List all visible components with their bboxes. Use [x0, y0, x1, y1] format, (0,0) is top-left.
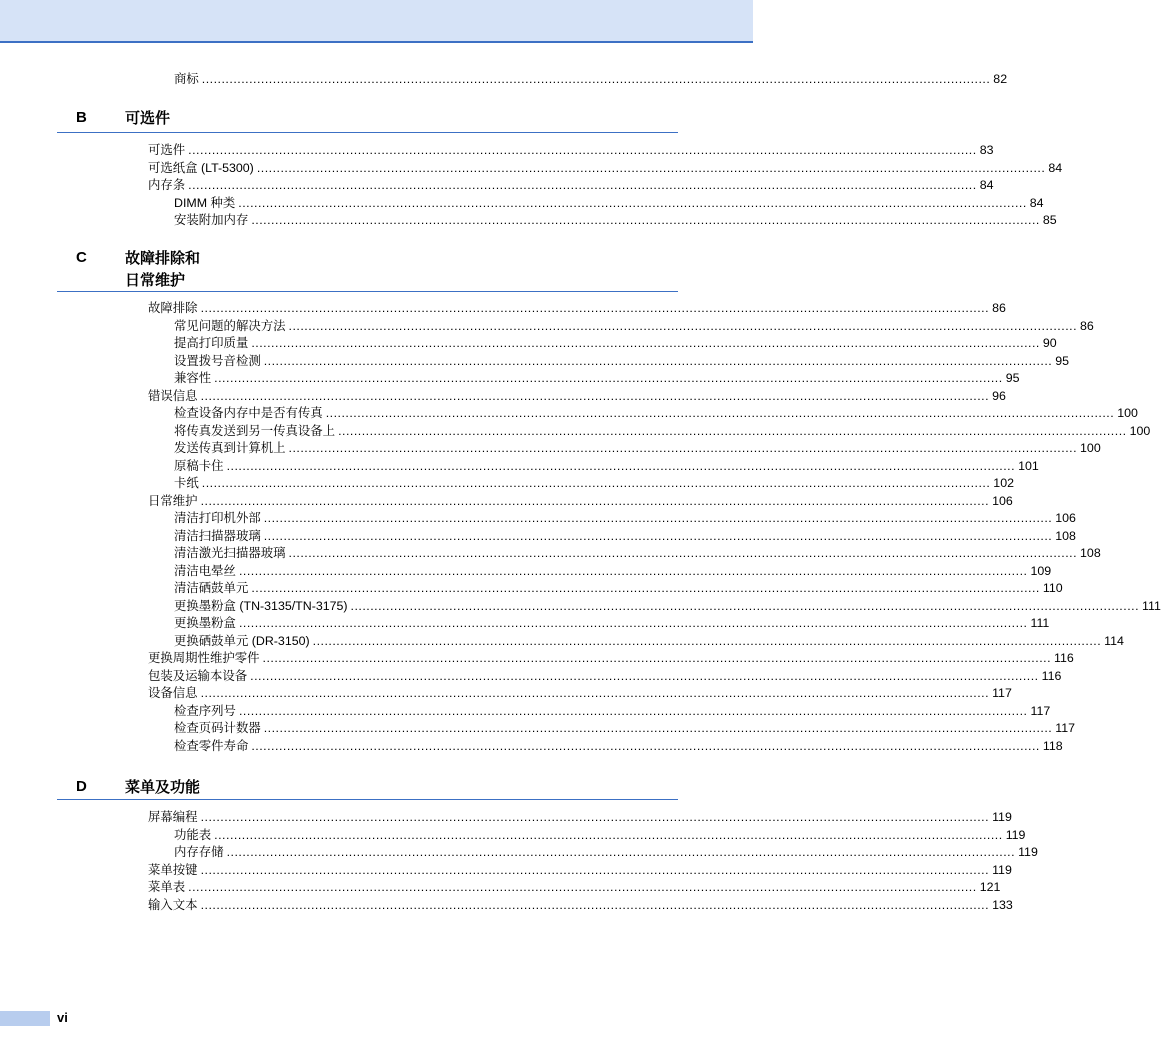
toc-page-number: 117 — [992, 686, 1012, 700]
toc-entry-title: 包装及运输本设备 — [148, 668, 248, 683]
toc-page-number: 119 — [1005, 827, 1026, 842]
dot-leader: ........................................................................................................................................................................................................ — [226, 458, 1016, 473]
toc-entry-title: 检查序列号 — [174, 703, 236, 718]
toc-page-number: 116 — [1041, 668, 1062, 683]
toc-subentry[interactable] — [174, 352, 1070, 370]
toc-page-number: 114 — [1104, 633, 1124, 648]
toc-page-number: 95 — [1055, 353, 1070, 368]
toc-entry-title: 设备信息 — [148, 686, 198, 700]
toc-subentry[interactable] — [174, 597, 1161, 615]
dot-leader: ........................................................................................................................................................................................................ — [188, 880, 977, 894]
section-title[interactable] — [125, 248, 200, 292]
section-title[interactable] — [125, 108, 170, 130]
toc-entry[interactable] — [148, 176, 994, 194]
toc-entry-title: 发送传真到计算机上 — [174, 441, 286, 455]
toc-entry[interactable] — [148, 141, 994, 159]
toc-entry-title: 检查页码计数器 — [174, 721, 261, 735]
dot-leader: ........................................................................................................................................................................................................ — [263, 528, 1053, 543]
toc-entry[interactable] — [148, 684, 1012, 702]
toc-entry-title: 商标 — [174, 72, 199, 86]
toc-subentry[interactable] — [174, 474, 1014, 492]
toc-page-number: 84 — [1029, 195, 1044, 210]
toc-entry-title: 故障排除 — [148, 301, 198, 315]
section-letter: C — [76, 249, 87, 266]
dot-leader: ........................................................................................................................................................................................................ — [250, 668, 1039, 683]
toc-page-number: 85 — [1042, 213, 1057, 227]
toc-entry-title: 兼容性 — [174, 371, 212, 385]
toc-subentry[interactable] — [174, 334, 1057, 352]
toc-page-number: 84 — [1048, 160, 1063, 175]
dot-leader: ........................................................................................................................................................................................................ — [325, 406, 1115, 420]
toc-entry-title: 输入文本 — [148, 897, 198, 912]
toc-page-number: 111 — [1142, 598, 1161, 613]
toc-entry[interactable] — [148, 159, 1063, 177]
toc-page-number: 82 — [993, 72, 1008, 86]
dot-leader: ........................................................................................................................................................................................................ — [288, 441, 1078, 455]
dot-leader: ........................................................................................................................................................................................................ — [350, 598, 1140, 613]
toc-entry-title: 清洁扫描器玻璃 — [174, 528, 261, 543]
section-title-line: 可选件 — [125, 110, 171, 127]
toc-subentry[interactable] — [174, 737, 1063, 755]
toc-entry-title: 常见问题的解决方法 — [174, 318, 286, 333]
toc-page-number: 111 — [1030, 616, 1050, 630]
toc-subentry[interactable] — [174, 544, 1101, 562]
section-title[interactable] — [125, 777, 200, 799]
toc-entry-title: 清洁硒鼓单元 — [174, 581, 249, 595]
dot-leader: ........................................................................................................................................................................................................ — [338, 423, 1127, 438]
toc-page-number: 119 — [1018, 845, 1038, 859]
toc-subentry[interactable] — [174, 404, 1138, 422]
toc-page-number: 101 — [1018, 458, 1039, 473]
dot-leader: ........................................................................................................................................................................................................ — [251, 213, 1040, 227]
toc-page-number: 109 — [1030, 563, 1052, 578]
dot-leader: ........................................................................................................................................................................................................ — [238, 563, 1028, 578]
dot-leader: ........................................................................................................................................................................................................ — [200, 810, 990, 824]
dot-leader: ........................................................................................................................................................................................................ — [200, 686, 990, 700]
dot-leader: ........................................................................................................................................................................................................ — [238, 616, 1028, 630]
dot-leader: ........................................................................................................................................................................................................ — [200, 897, 990, 912]
section-letter: B — [76, 109, 87, 126]
dot-leader: ........................................................................................................................................................................................................ — [288, 318, 1078, 333]
toc-entry-title: 菜单按键 — [148, 862, 198, 877]
toc-entry-title: 可选件 — [148, 143, 186, 157]
dot-leader: ........................................................................................................................................................................................................ — [188, 143, 977, 157]
dot-leader: ........................................................................................................................................................................................................ — [200, 862, 990, 877]
dot-leader: ........................................................................................................................................................................................................ — [251, 336, 1040, 350]
toc-entry-title: 原稿卡住 — [174, 458, 224, 473]
toc-entry[interactable] — [174, 70, 1008, 88]
toc-page-number: 133 — [992, 897, 1013, 912]
toc-page-number: 100 — [1117, 406, 1138, 420]
toc-page-number: 86 — [992, 301, 1006, 315]
toc-subentry[interactable] — [174, 614, 1050, 632]
toc-page-number: 108 — [1055, 528, 1076, 543]
toc-entry-title: 菜单表 — [148, 880, 186, 894]
toc-page-number: 86 — [1080, 318, 1094, 333]
toc-entry-title: 卡纸 — [174, 476, 199, 490]
dot-leader: ........................................................................................................................................................................................................ — [200, 493, 990, 508]
toc-page-number: 118 — [1042, 738, 1063, 753]
toc-page-number: 100 — [1080, 441, 1101, 455]
toc-entry-title: 设置拨号音检测 — [174, 353, 261, 368]
toc-page-number: 102 — [993, 476, 1014, 490]
toc-entry[interactable] — [148, 387, 1006, 405]
toc-subentry[interactable] — [174, 562, 1052, 580]
dot-leader: ........................................................................................................................................................................................................ — [214, 371, 1003, 385]
toc-page-number: 121 — [979, 880, 1001, 894]
toc-entry-title: 清洁打印机外部 — [174, 511, 261, 525]
toc-subentry[interactable] — [174, 579, 1063, 597]
dot-leader: ........................................................................................................................................................................................................ — [200, 388, 990, 403]
dot-leader: ........................................................................................................................................................................................................ — [201, 72, 991, 86]
page-number: vi — [57, 1010, 68, 1025]
toc-page-number: 106 — [1055, 511, 1076, 525]
dot-leader: ........................................................................................................................................................................................................ — [263, 721, 1053, 735]
dot-leader: ........................................................................................................................................................................................................ — [201, 476, 991, 490]
dot-leader: ........................................................................................................................................................................................................ — [263, 353, 1053, 368]
dot-leader: ........................................................................................................................................................................................................ — [288, 546, 1078, 560]
section-title-line: 故障排除和 — [125, 250, 201, 267]
toc-entry-title: 检查零件寿命 — [174, 738, 249, 753]
toc-subentry[interactable] — [174, 194, 1044, 212]
toc-entry[interactable] — [148, 896, 1013, 914]
dot-leader: ........................................................................................................................................................................................................ — [214, 827, 1003, 842]
toc-entry-title: 清洁激光扫描器玻璃 — [174, 546, 286, 560]
toc-subentry[interactable] — [174, 719, 1076, 737]
toc-subentry[interactable] — [174, 702, 1051, 720]
toc-subentry[interactable] — [174, 527, 1076, 545]
header-band — [0, 0, 753, 43]
toc-subentry[interactable] — [174, 826, 1026, 844]
toc-page-number: 117 — [1030, 703, 1051, 718]
toc-entry[interactable] — [148, 649, 1074, 667]
toc-subentry[interactable] — [174, 369, 1020, 387]
dot-leader: ........................................................................................................................................................................................................ — [238, 195, 1027, 210]
section-divider — [57, 132, 678, 133]
toc-entry-title: 更换周期性维护零件 — [148, 651, 260, 665]
dot-leader: ........................................................................................................................................................................................................ — [256, 160, 1046, 175]
toc-entry-title: 内存条 — [148, 178, 186, 192]
toc-page-number: 108 — [1080, 546, 1101, 560]
toc-entry-title: 将传真发送到另一传真设备上 — [174, 423, 336, 438]
toc-page-number: 116 — [1054, 651, 1074, 665]
dot-leader: ........................................................................................................................................................................................................ — [238, 703, 1028, 718]
toc-entry-title: 日常维护 — [148, 493, 198, 508]
toc-entry[interactable] — [148, 808, 1012, 826]
toc-entry[interactable] — [148, 878, 1001, 896]
toc-entry-title: 安装附加内存 — [174, 213, 249, 227]
toc-page-number: 119 — [992, 862, 1012, 877]
toc-page-number: 117 — [1055, 721, 1076, 735]
toc-page-number: 96 — [992, 388, 1006, 403]
toc-entry-title: 错误信息 — [148, 388, 198, 403]
section-letter: D — [76, 778, 87, 795]
section-title-line: 日常维护 — [125, 272, 186, 289]
section-divider — [57, 799, 678, 800]
dot-leader: ........................................................................................................................................................................................................ — [263, 511, 1053, 525]
toc-subentry[interactable] — [174, 457, 1039, 475]
toc-entry-title: DIMM 种类 — [174, 195, 236, 210]
footer-tab — [0, 1011, 50, 1026]
dot-leader: ........................................................................................................................................................................................................ — [262, 651, 1052, 665]
toc-entry-title: 提高打印质量 — [174, 336, 249, 350]
dot-leader: ........................................................................................................................................................................................................ — [251, 581, 1040, 595]
toc-subentry[interactable] — [174, 422, 1151, 440]
toc-page-number: 110 — [1042, 581, 1063, 595]
toc-subentry[interactable] — [174, 439, 1101, 457]
toc-page-number: 95 — [1005, 371, 1020, 385]
toc-entry-title: 清洁电晕丝 — [174, 563, 236, 578]
toc-page-number: 84 — [979, 178, 994, 192]
toc-subentry[interactable] — [174, 317, 1094, 335]
toc-subentry[interactable] — [174, 843, 1038, 861]
toc-entry-title: 检查设备内存中是否有传真 — [174, 406, 323, 420]
toc-entry-title: 功能表 — [174, 827, 212, 842]
toc-subentry[interactable] — [174, 509, 1076, 527]
toc-entry-title: 更换硒鼓单元 (DR-3150) — [174, 633, 310, 648]
section-title-line: 菜单及功能 — [125, 779, 201, 796]
toc-entry[interactable] — [148, 492, 1013, 510]
toc-page-number: 106 — [992, 493, 1013, 508]
toc-page-number: 119 — [992, 810, 1012, 824]
toc-entry-title: 可选纸盒 (LT-5300) — [148, 160, 254, 175]
dot-leader: ........................................................................................................................................................................................................ — [226, 845, 1016, 859]
dot-leader: ........................................................................................................................................................................................................ — [200, 301, 990, 315]
dot-leader: ........................................................................................................................................................................................................ — [312, 633, 1102, 648]
dot-leader: ........................................................................................................................................................................................................ — [188, 178, 977, 192]
section-divider — [57, 291, 678, 292]
toc-page-number: 83 — [979, 143, 994, 157]
toc-entry[interactable] — [148, 861, 1012, 879]
toc-page-number: 90 — [1042, 336, 1057, 350]
toc-subentry[interactable] — [174, 211, 1057, 229]
toc-entry-title: 内存存储 — [174, 845, 224, 859]
toc-subentry[interactable] — [174, 632, 1124, 650]
dot-leader: ........................................................................................................................................................................................................ — [251, 738, 1040, 753]
toc-page-number: 100 — [1129, 423, 1151, 438]
toc-entry[interactable] — [148, 667, 1062, 685]
toc-entry-title: 更换墨粉盒 (TN-3135/TN-3175) — [174, 598, 348, 613]
toc-entry-title: 屏幕编程 — [148, 810, 198, 824]
toc-entry-title: 更换墨粉盒 — [174, 616, 236, 630]
toc-entry[interactable] — [148, 299, 1006, 317]
